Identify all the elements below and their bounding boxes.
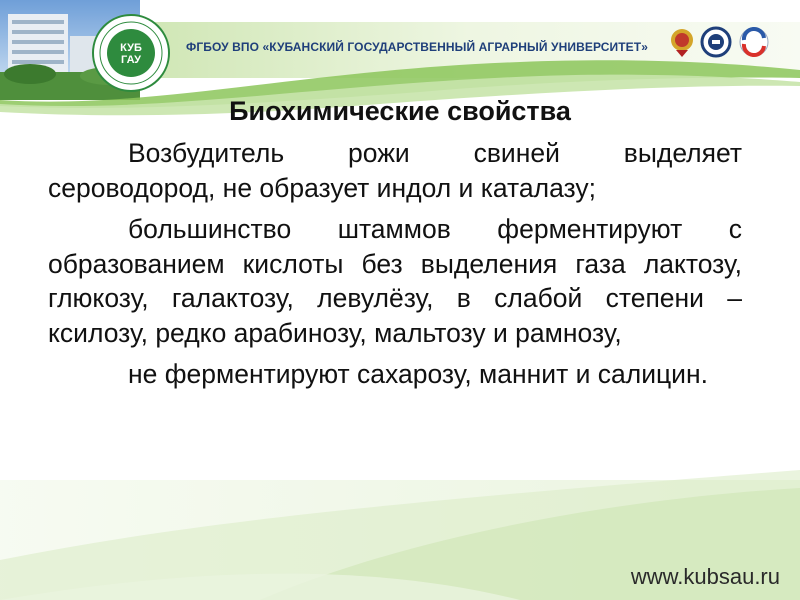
- svg-text:КУБ: КУБ: [120, 42, 142, 54]
- order-emblem-icon: [666, 26, 698, 58]
- certification-icon: [738, 26, 770, 58]
- slide-title: Биохимические свойства: [229, 96, 571, 126]
- paragraph-3: не ферментируют сахарозу, маннит и салицин.: [128, 359, 708, 389]
- paragraph-1: Возбудитель рожи свиней выделяет сероводород, не образует индол и каталазу;: [48, 138, 742, 203]
- svg-text:ГАУ: ГАУ: [121, 54, 141, 66]
- website-link[interactable]: www.kubsau.ru: [630, 564, 780, 589]
- slide-body: [48, 136, 742, 399]
- university-name: ФГБОУ ВПО «КУБАНСКИЙ ГОСУДАРСТВЕННЫЙ АГРАРНЫЙ УНИВЕРСИТЕТ»: [186, 40, 648, 54]
- university-seal-icon: [700, 26, 732, 58]
- university-logo: [92, 14, 170, 92]
- paragraph-2: большинство штаммов ферментируют с образованием кислоты без выделения газа лактозу, глюкозу, галактозу, левулёзу, в слабой степени – ксилозу, редко арабинозу, мальтозу и рамнозу,: [48, 214, 742, 348]
